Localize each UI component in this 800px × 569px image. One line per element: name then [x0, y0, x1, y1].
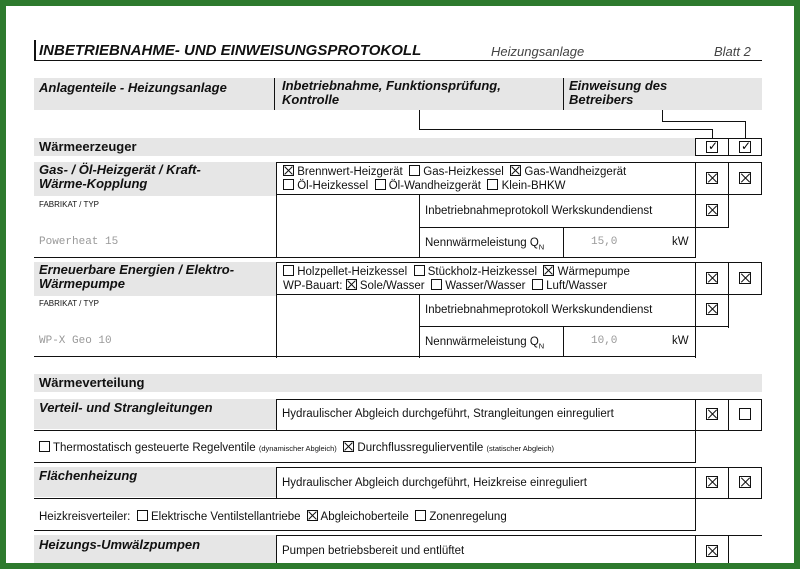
option-flow-valve-checkbox[interactable] — [343, 441, 354, 452]
gas-options-row1 — [283, 165, 626, 179]
option-label: Wärmepumpe — [557, 266, 630, 278]
surface-instruction-checkbox[interactable] — [739, 476, 751, 488]
option-oil-boiler-checkbox[interactable] — [283, 179, 294, 190]
section-heat-generator: Wärmeerzeuger — [39, 139, 137, 154]
manifold-options-row — [39, 510, 507, 524]
option-oil-wall-checkbox[interactable] — [375, 179, 386, 190]
option-pellet-checkbox[interactable] — [283, 265, 294, 276]
option-label: Klein-BHKW — [501, 180, 566, 192]
valve-options-row — [39, 441, 554, 455]
pumps-desc: Pumpen betriebsbereit und entlüftet — [282, 545, 465, 557]
distribution-lines-title: Verteil- und Strangleitungen — [39, 400, 213, 415]
section-heat-distribution: Wärmeverteilung — [39, 375, 145, 390]
distribution-commissioning-checkbox[interactable] — [706, 408, 718, 420]
renew-options-row2 — [283, 279, 607, 293]
option-label: Holzpellet-Heizkessel — [297, 266, 408, 278]
gas-protocol-label: Inbetriebnahmeprotokoll Werkskundendienst — [425, 205, 653, 217]
pumps-title: Heizungs-Umwälzpumpen — [39, 537, 201, 552]
instruction-header-checkbox[interactable] — [739, 141, 751, 153]
option-brine-checkbox[interactable] — [346, 279, 357, 290]
renew-fabrikat-value[interactable]: WP-X Geo 10 — [39, 335, 112, 347]
page-title: INBETRIEBNAHME- UND EINWEISUNGSPROTOKOLL — [39, 42, 422, 59]
option-water-checkbox[interactable] — [431, 279, 442, 290]
option-logwood-checkbox[interactable] — [414, 265, 425, 276]
protocol-page — [6, 6, 794, 563]
option-label: Öl-Heizkessel — [297, 180, 369, 192]
gas-protocol-checkbox[interactable] — [706, 204, 718, 216]
option-note: (dynamischer Abgleich) — [258, 444, 337, 453]
distribution-instruction-checkbox[interactable] — [739, 408, 751, 420]
option-gas-wall-checkbox[interactable] — [510, 165, 521, 176]
renew-power-label: Nennwärmeleistung $Q_N$ — [425, 336, 545, 351]
option-thermostatic-checkbox[interactable] — [39, 441, 50, 452]
option-label: Öl-Wandheizgerät — [388, 180, 481, 192]
surface-commissioning-checkbox[interactable] — [706, 476, 718, 488]
option-label: Zonenregelung — [429, 511, 507, 523]
gas-commissioning-checkbox[interactable] — [706, 172, 718, 184]
gas-instruction-checkbox[interactable] — [739, 172, 751, 184]
option-label: Luft/Wasser — [546, 280, 608, 292]
option-label: Thermostatisch gesteuerte Regelventile — [53, 442, 256, 454]
option-label: Abgleichoberteile — [320, 511, 409, 523]
gas-fabrikat-value[interactable]: Powerheat 15 — [39, 236, 119, 248]
renew-options-row1 — [283, 265, 630, 279]
option-label: Brennwert-Heizgerät — [297, 166, 403, 178]
surface-heating-desc: Hydraulischer Abgleich durchgeführt, Heizkreise einreguliert — [282, 477, 587, 489]
renew-protocol-checkbox[interactable] — [706, 303, 718, 315]
renew-power-unit: kW — [672, 335, 689, 347]
option-label: Elektrische Ventilstellantriebe — [150, 511, 301, 523]
renewable-title: Erneuerbare Energien / Elektro-Wärmepumpe — [39, 262, 235, 291]
option-label: Sole/Wasser — [359, 280, 425, 292]
renew-fabrikat-label: FABRIKAT / TYP — [39, 299, 100, 308]
option-zone-checkbox[interactable] — [415, 510, 426, 521]
gas-power-label: Nennwärmeleistung $Q_N$ — [425, 237, 545, 252]
column-header-commissioning: Inbetriebnahme, Funktionsprüfung, Kontrolle — [282, 78, 501, 107]
surface-heating-title: Flächenheizung — [39, 468, 138, 483]
option-label: Durchflussregulierventile — [357, 442, 484, 454]
renew-power-value[interactable]: 10,0 — [591, 335, 618, 347]
column-header-parts: Anlagenteile - Heizungsanlage — [39, 80, 227, 95]
renew-commissioning-checkbox[interactable] — [706, 272, 718, 284]
heatpump-type-label: WP-Bauart: — [283, 280, 343, 292]
renew-instruction-checkbox[interactable] — [739, 272, 751, 284]
column-header-instruction: Einweisung des Betreibers — [569, 78, 668, 107]
option-air-checkbox[interactable] — [532, 279, 543, 290]
option-label: Wasser/Wasser — [445, 280, 526, 292]
option-gas-boiler-checkbox[interactable] — [409, 165, 420, 176]
option-label: Gas-Heizkessel — [423, 166, 504, 178]
option-label: Stückholz-Heizkessel — [427, 266, 538, 278]
option-condensing-checkbox[interactable] — [283, 165, 294, 176]
option-balancing-checkbox[interactable] — [307, 510, 318, 521]
manifold-label: Heizkreisverteiler: — [39, 511, 131, 523]
option-label: Gas-Wandheizgerät — [524, 166, 627, 178]
page-subtitle: Heizungsanlage — [491, 44, 585, 59]
option-note: (statischer Abgleich) — [486, 444, 555, 453]
commissioning-header-checkbox[interactable] — [706, 141, 718, 153]
option-heatpump-checkbox[interactable] — [543, 265, 554, 276]
option-actuators-checkbox[interactable] — [137, 510, 148, 521]
option-chp-checkbox[interactable] — [487, 179, 498, 190]
gas-power-value[interactable]: 15,0 — [591, 236, 618, 248]
gas-power-unit: kW — [672, 236, 689, 248]
renew-protocol-label: Inbetriebnahmeprotokoll Werkskundendienst — [425, 304, 653, 316]
gas-device-title: Gas- / Öl-Heizgerät / Kraft-Wärme-Kopplung — [39, 162, 201, 191]
sheet-number: Blatt 2 — [714, 44, 751, 59]
gas-options-row2 — [283, 179, 566, 193]
gas-fabrikat-label: FABRIKAT / TYP — [39, 200, 100, 209]
pumps-commissioning-checkbox[interactable] — [706, 545, 718, 557]
distribution-lines-desc: Hydraulischer Abgleich durchgeführt, Strangleitungen einreguliert — [282, 408, 614, 420]
